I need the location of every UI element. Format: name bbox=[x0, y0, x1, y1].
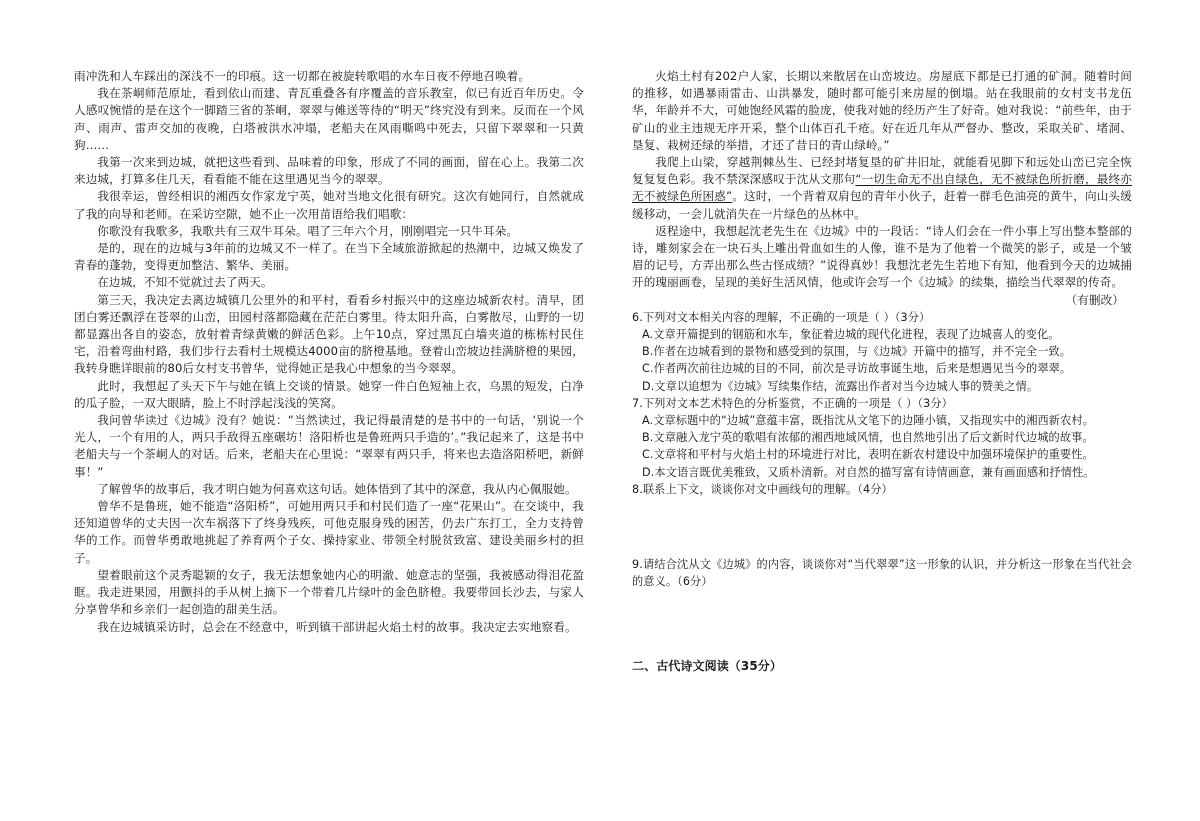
source-note: （有删改） bbox=[1065, 292, 1124, 307]
paragraph: 火焰土村有202户人家，长期以来散居在山峦坡边。房屋底下都是已打通的矿洞。随着时间的推移，如遇暴雨雷击、山洪暴发，随时都可能引来房屋的倒塌。站在我眼前的女村支书龙伍华，年龄并不大，可她饱经风霜的脸庞，使我对她的经历产生了好奇。她对我说：“前些年，由于矿山的业主违规无序开采，整个山体百孔千疮。好在近几年从严督办、整改，采取关矿、堵洞、垦复、栽树还绿的举措，才还了昔日的青山绿岭。” bbox=[632, 69, 1132, 152]
paragraph: 我在茶峒师范原址，看到依山而建、青瓦重叠各有序覆盖的音乐教室，似已有近百年历史。令人感叹惋惜的是在这个一脚踏三省的茶峒，翠翠与傩送等待的“明天”终究没有到来。反而在一个风声、雨声、雷声交加的夜晚，白塔被洪水冲塌，老船夫在风雨嘶鸣中死去，只留下翠翠和一只黄狗…… bbox=[74, 86, 584, 152]
question-6-option-a: A.文章开篇提到的钢筋和水车，象征着边城的现代化进程，表现了边城喜人的变化。 bbox=[642, 328, 1060, 342]
question-7-option-a: A.文章标题中的“边城”意蕴丰富，既指沈从文笔下的边陲小镇，又指现实中的湘西新农村。 bbox=[642, 414, 1094, 428]
paragraph: 曾华不是鲁班，她不能造“洛阳桥”，可她用两只手和村民们造了一座“花果山”。在交谈中，我还知道曾华的丈夫因一次车祸落下了终身残疾，可他克服身残的困苦，仍去广东打工，全力支持曾华的工作。而曾华勇敢地挑起了养育两个子女、操持家业、带领全村脱贫致富、建设美丽乡村的担子。 bbox=[74, 499, 584, 565]
paragraph: 雨冲洗和人车踩出的深浅不一的印痕。这一切都在被旋转歌唱的水车日夜不停地召唤着。 bbox=[74, 69, 531, 83]
question-7-option-c: C.文章将和平村与火焰土村的环境进行对比，表明在新农村建设中加强环境保护的重要性。 bbox=[642, 448, 1094, 462]
question-8: 8.联系上下文，谈谈你对文中画线句的理解。（4分） bbox=[632, 482, 893, 496]
paragraph: 我很幸运，曾经相识的湘西女作家龙宁英，她对当地文化很有研究。这次有她同行，自然就成了我的向导和老师。在采访空隙，她不止一次用苗语给我们唱歌： bbox=[74, 189, 584, 221]
answer-space bbox=[632, 590, 1132, 658]
section-heading: 二、古代诗文阅读（35分） bbox=[632, 659, 783, 674]
paragraph: 返程途中，我想起沈老先生在《边城》中的一段话：“诗人们会在一件小事上写出整本整部的诗，雕刻家会在一块石头上雕出骨血如生的人像，谁不是为了他着一个微笑的影子，或是一个皱眉的记号，方弄出那么些古怪成绩？”说得真妙！我想沈老先生若地下有知，他看到今天的边城捕开的瑰丽画卷，呈现的美好生活风情，他或许会写一个《边城》的续集，描绘当代翠翠的传奇。 bbox=[632, 223, 1132, 290]
paragraph: 望着眼前这个灵秀聪颖的女子，我无法想象她内心的明澈、她意志的坚强，我被感动得泪花盈眶。我走进果园，用颤抖的手从树上摘下一个带着几片绿叶的金色脐橙。我要带回长沙去，与家人分享曾华和乡亲们一起创造的甜美生活。 bbox=[74, 567, 584, 617]
question-6-option-d: D.文章以追想为《边城》写续集作结，流露出作者对当今边城人事的赞美之情。 bbox=[642, 379, 1039, 393]
question-7-option-d: D.本文语言既优美雅致，又质朴清新。对自然的描写富有诗情画意，兼有画面感和抒情性。 bbox=[642, 465, 1095, 479]
paragraph: 我在边城镇采访时，总会在不经意中，听到镇干部讲起火焰土村的故事。我决定去实地察看。 bbox=[97, 619, 577, 634]
answer-space bbox=[632, 498, 1132, 556]
paragraph: 我第一次来到边城，就把这些看到、品味着的印象，形成了不同的画面，留在心上。我第二次来边城，打算多住几天，看看能不能在这里遇见当今的翠翠。 bbox=[74, 155, 584, 187]
question-7: 7.下列对文本艺术特色的分析鉴赏，不正确的一项是（ ）（3分） bbox=[632, 396, 953, 410]
question-6-option-c: C.作者两次前往边城的目的不同，前次是寻访故事诞生地，后来是想遇见当今的翠翠。 bbox=[642, 362, 1072, 376]
paragraph: 在边城，不知不觉就过去了两天。 bbox=[97, 275, 273, 290]
question-6-option-b: B.作者在边城看到的景物和感受到的氛围，与《边城》开篇中的描写，并不完全一致。 bbox=[642, 345, 1072, 359]
song-lyrics: 你歌没有我歌多，我歌共有三双牛耳朵。唱了三年六个月，刚刚唱完一只牛耳朵。 bbox=[97, 223, 519, 238]
paragraph bbox=[632, 154, 1132, 223]
paragraph: 了解曾华的故事后，我才明白她为何喜欢这句话。她体悟到了其中的深意，我从内心佩服她。 bbox=[97, 481, 577, 496]
question-6: 6.下列对文本相关内容的理解，不正确的一项是（ ）（3分） bbox=[632, 310, 931, 324]
paragraph: 此时，我想起了头天下午与她在镇上交谈的情景。她穿一件白色短袖上衣，乌黑的短发，白净的瓜子脸，一双大眼睛，脸上不时浮起浅浅的笑窝。 bbox=[74, 378, 584, 410]
paragraph: 是的，现在的边城与3年前的边城又不一样了。在当下全域旅游掀起的热潮中，边城又焕发了青春的蓬勃，变得更加整洁、繁华、美丽。 bbox=[74, 241, 584, 273]
paragraph: 第三天，我决定去离边城镇几公里外的和平村，看看乡村振兴中的这座边城新农村。清早，团团白雾还飘浮在苍翠的山峦，田园村落都隐藏在茫茫白雾里。待太阳升高，白雾散尽，山野的一切都显露出各自的姿态，放射着青绿黄嫩的鲜活色彩。上午10点，穿过黑瓦白墙夹道的栋栋村民住宅，沿着弯曲村路，我们步行去看村土规模达4000亩的脐橙基地。登着山峦坡边挂满脐橙的果园，我转身瞧详眼前的80后女村支书曾华，觉得她正是我心中想象的当今翠翠。 bbox=[74, 292, 584, 376]
underlined-sentence: “一切生命无不出自绿色，无不被绿色所折磨，最终亦无不被绿色所困惑” bbox=[632, 172, 1132, 204]
question-7-option-b: B.文章融入龙宁英的歌唱有浓郁的湘西地域风情，也自然地引出了后文新时代边城的故事。 bbox=[642, 431, 1094, 445]
left-column bbox=[74, 68, 584, 636]
question-9: 9.请结合沈从文《边城》的内容，谈谈你对“当代翠翠”这一形象的认识，并分析这一形象在当代社会的意义。（6分） bbox=[632, 558, 1132, 589]
paragraph: 我问曾华读过《边城》没有？她说：“当然读过，我记得最清楚的是书中的一句话，‘别说一个光人，一个有用的人，两只手敌得五座碾坊！洛阳桥也是鲁班两只手造的’。”我记起来了，这是书中老船夫与一个茶峒人的对话。后来，老船夫在心里说：“翠翠有两只手，将来也去造洛阳桥吧，新鲜事！” bbox=[74, 413, 584, 479]
right-column bbox=[632, 68, 1132, 676]
text-segment: 我爬上山梁，穿越荆棘丛生、已经封堵复垦的矿井旧址，就能看见脚下和远处山峦已完全恢复复复色彩。我不禁深深感叹于沈从文那句 bbox=[632, 155, 1132, 187]
text-segment: 。这时，一个背着双肩包的青年小伙子，赶着一群毛色油亮的黄牛，向山头缓缓移动，一会儿就消失在一片绿色的丛林中。 bbox=[632, 189, 1132, 221]
